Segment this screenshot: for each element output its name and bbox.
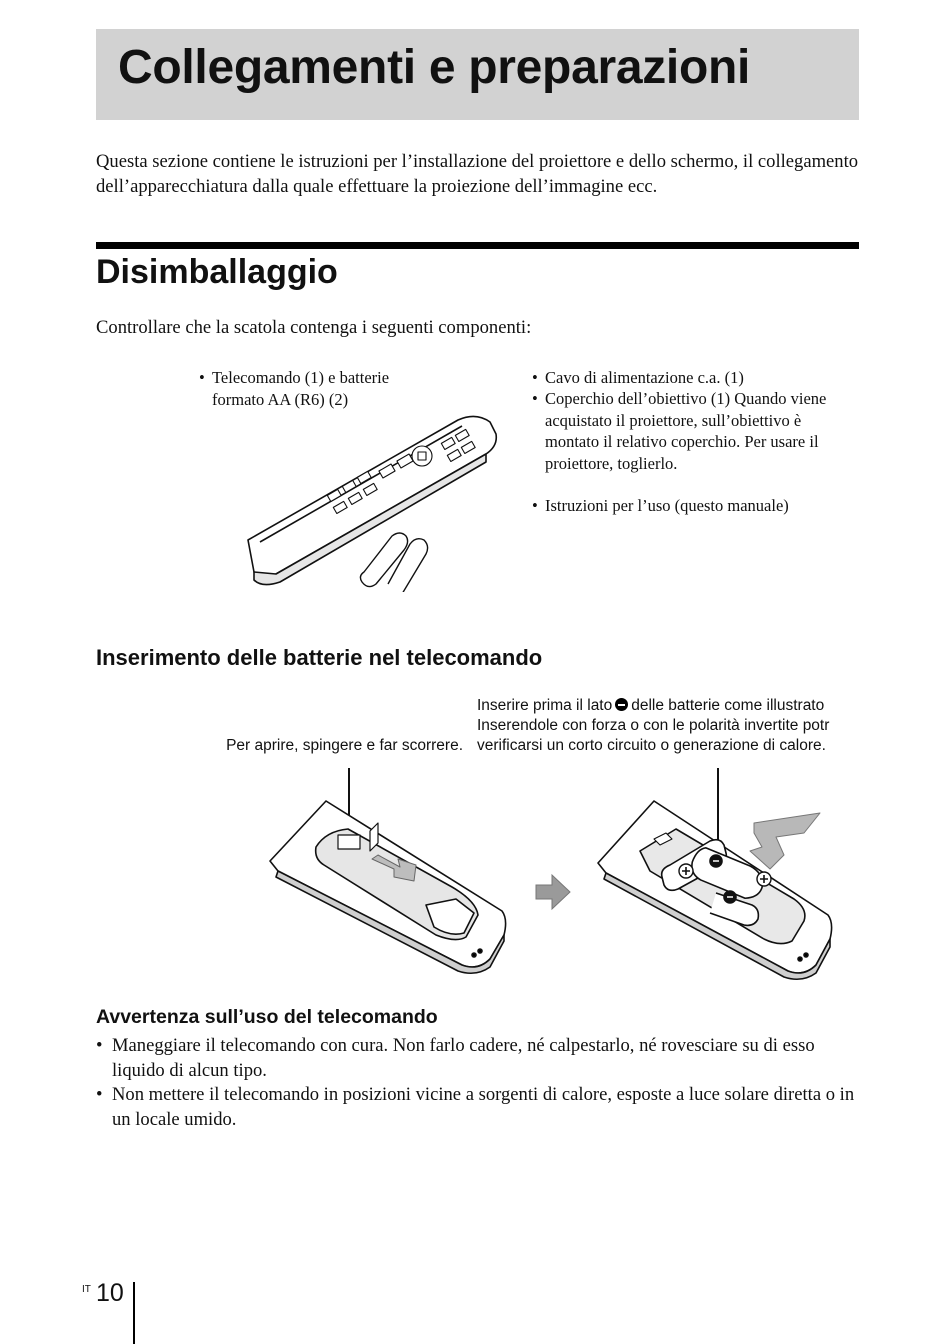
intro-paragraph: Questa sezione contiene le istruzioni per l’installazione del proiettore e dello schermo, il collegamento dell’apparecchiatura dalla quale effettuare la proiezione dell’immagine ecc. (96, 151, 859, 197)
footer-rule (133, 1282, 135, 1344)
check-contents-text: Controllare che la scatola contenga i seguenti componenti: (96, 317, 532, 338)
warning-title: Avvertenza sull’uso del telecomando (96, 1006, 438, 1028)
warning-item (96, 1082, 866, 1132)
page-number: 10 (96, 1279, 124, 1307)
list-item-lens-cap (532, 388, 850, 474)
caption-line3: verificarsi un corto circuito o generazione di calore. (477, 737, 826, 754)
warning-item (96, 1033, 866, 1083)
chapter-title: Collegamenti e preparazioni (118, 41, 751, 94)
list-item-power-cord (532, 367, 852, 389)
section-rule (96, 242, 859, 249)
list-item-manual (532, 495, 862, 517)
list-item-text: Cavo di alimentazione c.a. (1) (545, 368, 744, 387)
bullet: • (532, 389, 538, 408)
bullet: • (199, 368, 205, 387)
insert-batteries-caption (477, 696, 859, 756)
caption-line2: Inserendole con forza o con le polarità invertite potr (477, 717, 830, 734)
bullet: • (96, 1084, 103, 1105)
bullet: • (532, 496, 538, 515)
batteries-subtitle: Inserimento delle batterie nel telecomando (96, 645, 543, 670)
remote-open-cover-illustration (266, 795, 511, 975)
warning-item-text: Non mettere il telecomando in posizioni vicine a sorgenti di calore, esposte a luce solare diretta o in un locale umido. (112, 1084, 855, 1130)
bullet: • (532, 368, 538, 387)
section-title: Disimballaggio (96, 253, 338, 291)
remote-insert-batteries-illustration (594, 795, 839, 990)
open-cover-caption: Per aprire, spingere e far scorrere. (226, 737, 463, 754)
caption-line1-start: Inserire prima il lato (477, 697, 613, 714)
next-step-arrow-icon (534, 873, 572, 911)
page-language-code: IT (82, 1284, 91, 1295)
warning-item-text: Maneggiare il telecomando con cura. Non farlo cadere, né calpestarlo, né rovesciare su di esso liquido di alcun tipo. (112, 1035, 815, 1081)
list-item-text: Telecomando (1) e batterie formato AA (R6) (2) (212, 368, 390, 409)
list-item-text: Coperchio dell’obiettivo (1) Quando viene acquistato il proiettore, sull’obiettivo è montato il relativo coperchio. Per usare il proiettore, toglierlo. (545, 389, 827, 473)
minus-terminal-icon (615, 698, 628, 711)
list-item-text: Istruzioni per l’uso (questo manuale) (545, 496, 789, 515)
list-item-remote (199, 367, 439, 410)
remote-and-batteries-illustration (240, 412, 510, 592)
bullet: • (96, 1035, 103, 1056)
caption-line1-end: delle batterie come illustrato (631, 697, 825, 714)
